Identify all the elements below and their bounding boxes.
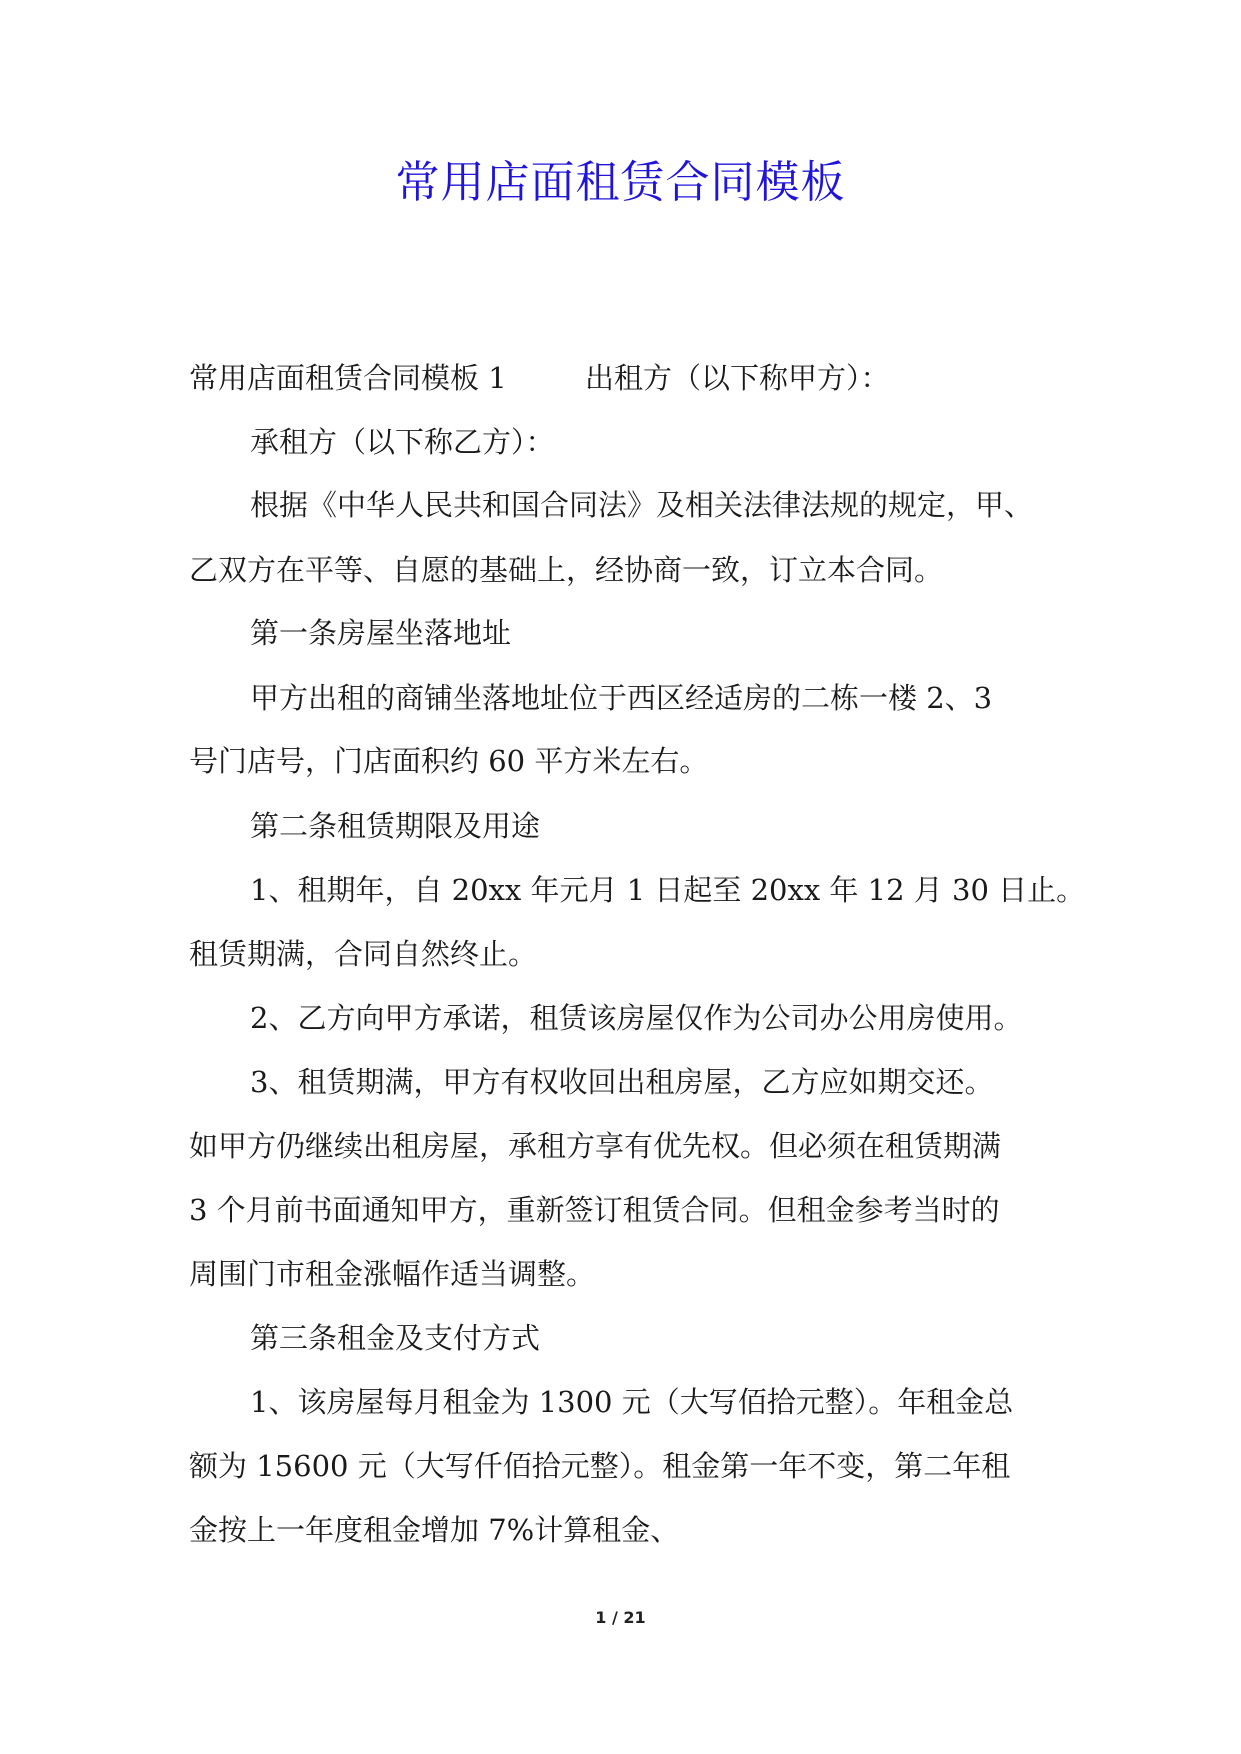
contract-heading: 常用店面租赁合同模板 1 — [189, 361, 507, 395]
text-line: 1、该房屋每月租金为 1300 元（大写佰拾元整）。年租金总 — [250, 1385, 1014, 1419]
section-heading: 第三条租金及支付方式 — [250, 1321, 541, 1355]
section-heading: 第一条房屋坐落地址 — [250, 616, 512, 650]
text-line: 2、乙方向甲方承诺，租赁该房屋仅作为公司办公用房使用。 — [250, 1001, 1023, 1035]
text-line: 号门店号，门店面积约 60 平方米左右。 — [189, 744, 709, 778]
document-title: 常用店面租赁合同模板 — [395, 157, 846, 208]
text-line: 金按上一年度租金增加 7%计算租金、 — [189, 1513, 680, 1547]
text-line: 承租方（以下称乙方）： — [250, 425, 555, 459]
text-line: 甲方出租的商铺坐落地址位于西区经适房的二栋一楼 2、3 — [250, 681, 993, 715]
text-line: 3 个月前书面通知甲方，重新签订租赁合同。但租金参考当时的 — [189, 1193, 1000, 1227]
text-line: 如甲方仍继续出租房屋，承租方享有优先权。但必须在租赁期满 — [189, 1129, 1002, 1163]
lessor-label: 出租方（以下称甲方）： — [585, 361, 890, 395]
page-number: 1 / 21 — [595, 1608, 646, 1627]
text-line: 3、租赁期满，甲方有权收回出租房屋，乙方应如期交还。 — [250, 1065, 994, 1099]
text-line: 周围门市租金涨幅作适当调整。 — [189, 1257, 596, 1291]
text-line: 额为 15600 元（大写仟佰拾元整）。租金第一年不变，第二年租 — [189, 1449, 1011, 1483]
text-line: 乙双方在平等、自愿的基础上，经协商一致，订立本合同。 — [189, 553, 944, 587]
text-line: 1、租期年，自 20xx 年元月 1 日起至 20xx 年 12 月 30 日止。 — [250, 873, 1086, 907]
text-line: 租赁期满，合同自然终止。 — [189, 937, 538, 971]
text-line: 根据《中华人民共和国合同法》及相关法律法规的规定，甲、 — [250, 488, 1034, 522]
section-heading: 第二条租赁期限及用途 — [250, 809, 541, 843]
